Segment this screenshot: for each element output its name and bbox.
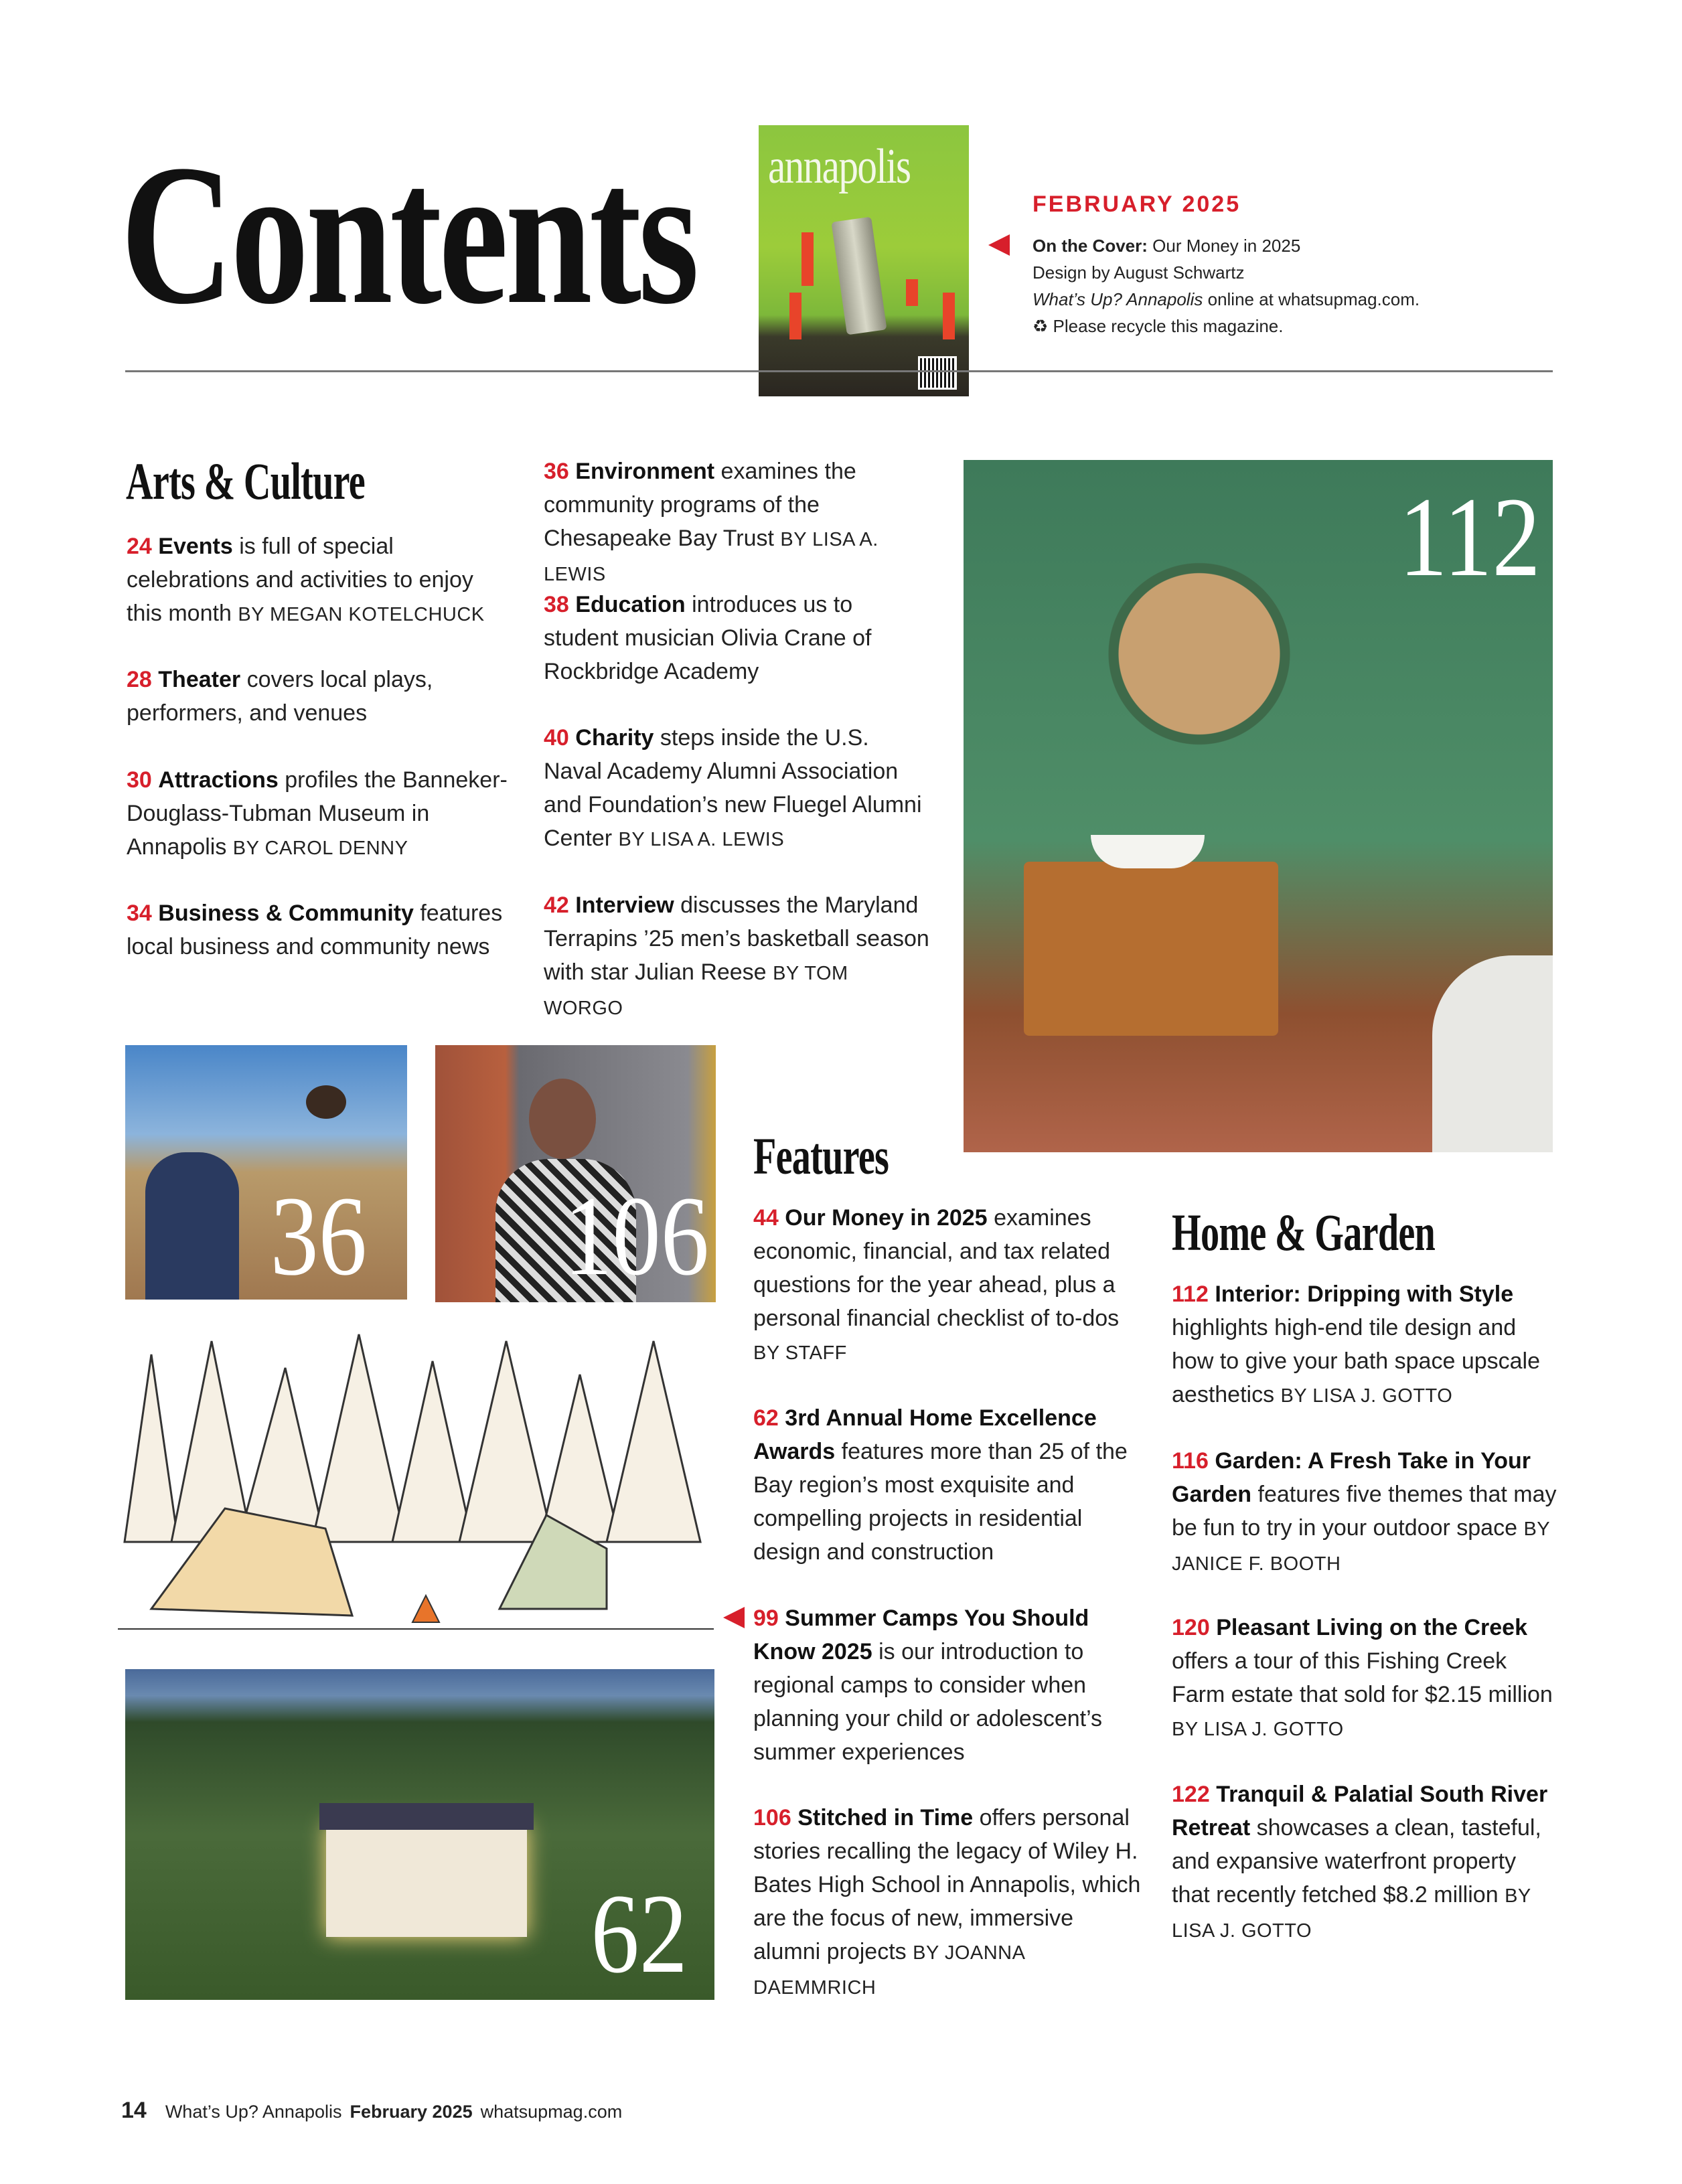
entry-desc: profiles the Banneker-Douglass-Tubman Museum in Annapolis — [127, 767, 508, 860]
house-photo[interactable] — [125, 1669, 714, 2000]
entry-title: Charity — [575, 725, 654, 751]
cover-thumbnail[interactable] — [759, 125, 969, 396]
page-number-badge: 112 — [1399, 474, 1541, 600]
entry-byline: BY LISA J. GOTTO — [1172, 1719, 1344, 1740]
page-footer — [121, 2098, 622, 2124]
person — [145, 1152, 239, 1300]
campfire — [412, 1595, 439, 1622]
toc-entry[interactable] — [1172, 1277, 1560, 1413]
entry-title: Attractions — [158, 767, 279, 793]
on-cover-text: Our Money in 2025 — [1152, 236, 1301, 256]
entry-desc: examines the community programs of the Chesapeake Bay Trust — [544, 459, 856, 551]
cover-tag — [906, 279, 918, 306]
on-cover-label: On the Cover: — [1033, 236, 1148, 256]
section-heading-home-garden: Home & Garden — [1172, 1203, 1436, 1261]
toc-entry[interactable] — [127, 896, 515, 965]
entry-page: 62 — [753, 1405, 779, 1431]
tree — [125, 1354, 178, 1542]
entry-byline: BY JOANNA DAEMMRICH — [753, 1942, 1024, 1999]
entry-title: Theater — [158, 667, 241, 692]
toc-entry[interactable] — [544, 588, 932, 690]
entry-title: Tranquil & Palatial South River Retreat — [1172, 1782, 1548, 1841]
entry-desc: is our introduction to regional camps to consider when planning your child or adolescent’s summer experiences — [753, 1639, 1103, 1765]
barcode — [918, 356, 957, 390]
entry-page: 42 — [544, 892, 569, 918]
entry-page: 112 — [1172, 1281, 1209, 1307]
tree — [392, 1361, 473, 1542]
roof — [319, 1803, 534, 1830]
toc-entry[interactable] — [753, 1801, 1142, 2005]
entry-desc: showcases a clean, tasteful, and expansive waterfront property that recently fetched $8.2 million — [1172, 1815, 1541, 1907]
entry-page: 40 — [544, 725, 569, 751]
toc-entry[interactable] — [753, 1401, 1142, 1570]
tree — [607, 1341, 700, 1542]
sink — [1091, 835, 1205, 868]
entry-desc: introduces us to student musician Olivia Crane of Rockbridge Academy — [544, 592, 872, 684]
entry-byline: BY LISA J. GOTTO — [1172, 1885, 1531, 1942]
tree — [312, 1334, 406, 1542]
entry-title: 3rd Annual Home Excellence Awards — [753, 1405, 1097, 1464]
face — [529, 1079, 596, 1159]
cover-tag — [943, 293, 955, 339]
entry-byline: BY TOM WORGO — [544, 963, 848, 1019]
entry-byline: BY LISA A. LEWIS — [618, 829, 785, 850]
entry-title: Education — [575, 592, 686, 617]
header-divider — [125, 370, 1553, 372]
bathroom-photo[interactable] — [964, 460, 1553, 1152]
entry-title: Events — [158, 534, 233, 559]
entry-page: 106 — [753, 1805, 791, 1830]
entry-title: Stitched in Time — [797, 1805, 974, 1830]
entry-desc: examines economic, financial, and tax related questions for the year ahead, plus a personal financial checklist of to-dos — [753, 1205, 1120, 1331]
section-heading-features: Features — [753, 1127, 889, 1185]
entry-byline: BY LISA J. GOTTO — [1280, 1385, 1453, 1407]
entry-page: 99 — [753, 1606, 779, 1631]
page-title: Contents — [121, 123, 696, 345]
arrow-left-icon — [723, 1607, 745, 1628]
entry-page: 116 — [1172, 1448, 1209, 1474]
entry-desc: is full of special celebrations and activities to enjoy this month — [127, 534, 473, 626]
toc-entry[interactable] — [753, 1201, 1142, 1370]
entry-title: Garden: A Fresh Take in Your Garden — [1172, 1448, 1531, 1507]
footer-issue: February 2025 — [350, 2102, 473, 2122]
footer-magazine: What’s Up? Annapolis — [165, 2102, 342, 2122]
toc-entry[interactable] — [544, 888, 932, 1025]
toc-entry[interactable] — [1172, 1444, 1560, 1581]
entry-page: 122 — [1172, 1782, 1210, 1807]
entry-title: Interior: Dripping with Style — [1215, 1281, 1514, 1307]
footer-site[interactable]: whatsupmag.com — [480, 2102, 623, 2122]
cover-logo: annapolis — [768, 139, 911, 194]
house — [326, 1823, 527, 1937]
entry-title: Summer Camps You Should Know 2025 — [753, 1606, 1089, 1664]
bathtub — [1432, 955, 1553, 1152]
cover-tag — [789, 293, 801, 339]
magazine-name: What’s Up? Annapolis — [1033, 289, 1203, 309]
vanity-cabinet — [1024, 862, 1278, 1036]
section-heading-arts: Arts & Culture — [126, 452, 365, 510]
page-number: 14 — [121, 2098, 147, 2123]
entry-desc: covers local plays, performers, and venues — [127, 667, 433, 726]
entry-page: 24 — [127, 534, 152, 559]
cover-tag — [801, 232, 814, 286]
camping-illustration — [111, 1328, 723, 1640]
design-credit: Design by August Schwartz — [1033, 262, 1245, 283]
entry-desc: features five themes that may be fun to try in your outdoor space — [1172, 1482, 1557, 1541]
entry-desc: offers a tour of this Fishing Creek Farm estate that sold for $2.15 million — [1172, 1648, 1553, 1707]
recycle-text: Please recycle this magazine. — [1053, 316, 1284, 336]
entry-page: 34 — [127, 901, 152, 926]
entry-desc: features local business and community news — [127, 901, 503, 959]
toc-entry[interactable] — [127, 530, 515, 631]
entry-desc: highlights high-end tile design and how to give your bath space upscale aesthetics — [1172, 1315, 1541, 1407]
tree — [540, 1375, 620, 1542]
entry-desc: discusses the Maryland Terrapins ’25 men’s basketball season with star Julian Reese — [544, 892, 929, 985]
cover-money-art — [831, 217, 887, 335]
entry-title: Pleasant Living on the Creek — [1216, 1615, 1527, 1640]
toc-entry[interactable] — [127, 763, 515, 865]
entry-page: 38 — [544, 592, 569, 617]
entry-page: 28 — [127, 667, 152, 692]
arrow-left-icon — [988, 234, 1010, 256]
toc-entry[interactable] — [127, 663, 515, 731]
quilt-photo[interactable] — [435, 1045, 716, 1302]
entry-byline: BY STAFF — [753, 1342, 847, 1364]
entry-title: Our Money in 2025 — [785, 1205, 988, 1231]
entry-page: 44 — [753, 1205, 779, 1231]
toc-entry[interactable] — [544, 721, 932, 856]
online-text: online at whatsupmag.com. — [1207, 289, 1420, 309]
page-number-badge: 36 — [270, 1173, 367, 1299]
cover-credits — [1033, 232, 1420, 339]
entry-page: 120 — [1172, 1615, 1210, 1640]
page-number-badge: 62 — [591, 1871, 688, 1997]
entry-page: 30 — [127, 767, 152, 793]
entry-byline: BY MEGAN KOTELCHUCK — [238, 604, 485, 625]
entry-title: Business & Community — [158, 901, 414, 926]
toc-entry[interactable] — [753, 1602, 1142, 1770]
entry-byline: BY JANICE F. BOOTH — [1172, 1518, 1550, 1575]
entry-desc: features more than 25 of the Bay region’s most exquisite and compelling projects in residential design and construction — [753, 1439, 1128, 1565]
toc-entry[interactable] — [1172, 1778, 1560, 1948]
toc-entry[interactable] — [544, 455, 932, 591]
page-number-badge: 106 — [564, 1173, 709, 1299]
entry-page: 36 — [544, 459, 569, 484]
entry-byline: BY CAROL DENNY — [232, 838, 408, 859]
entry-title: Interview — [575, 892, 674, 918]
entry-desc: steps inside the U.S. Naval Academy Alumni Association and Foundation’s new Fluegel Alumni Center — [544, 725, 922, 851]
issue-month: FEBRUARY 2025 — [1033, 191, 1241, 217]
bird — [306, 1085, 346, 1119]
tree — [459, 1341, 553, 1542]
entry-title: Environment — [575, 459, 715, 484]
falconry-photo[interactable] — [125, 1045, 407, 1300]
recycle-icon: ♻ — [1033, 316, 1049, 336]
entry-byline: BY LISA A. LEWIS — [544, 529, 878, 585]
entry-desc: offers personal stories recalling the legacy of Wiley H. Bates High School in Annapolis, which are the focus of new, immersive alumni projects — [753, 1805, 1141, 1964]
toc-entry[interactable] — [1172, 1611, 1560, 1746]
